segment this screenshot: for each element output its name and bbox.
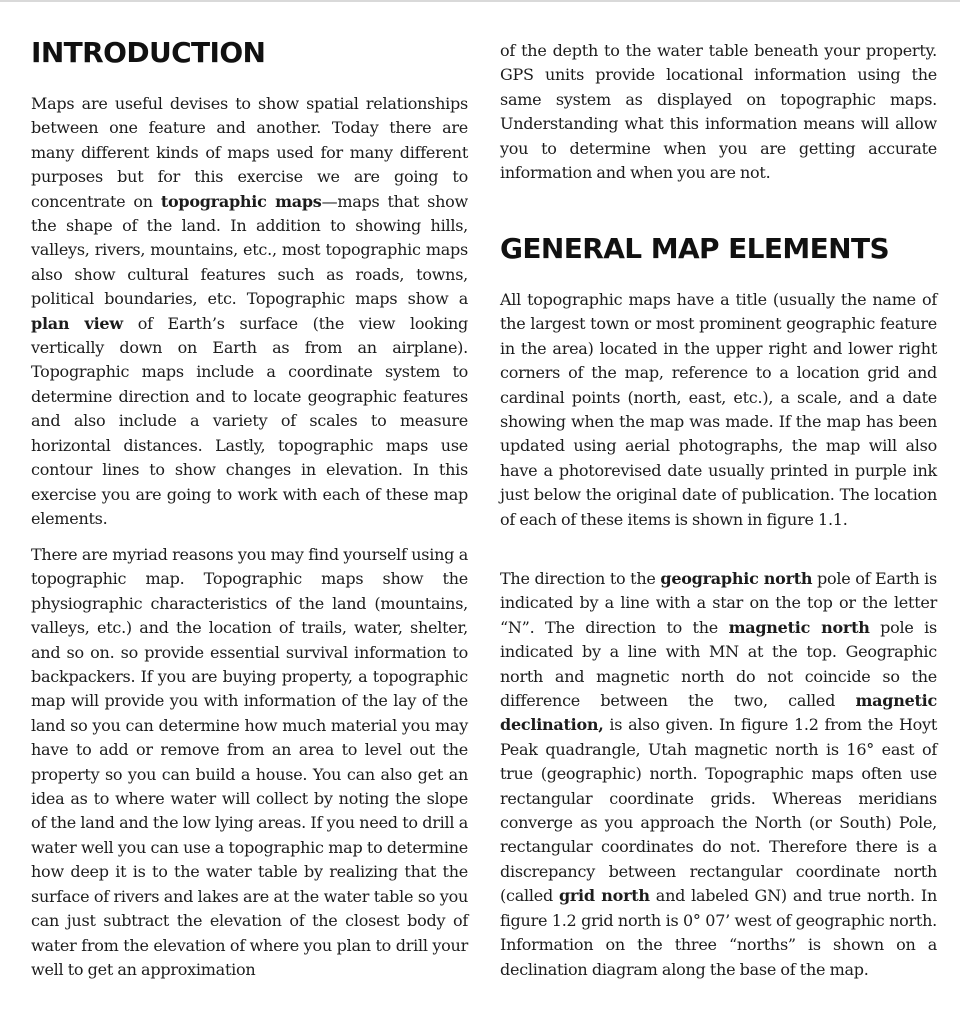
- text-span: of Earth’s surface (the view looking vertically down on Earth as from an airplane). Topographic maps include a coordinate system to determine direction and to locate geographic features and also include a variety of scales to measure horizontal distances. Lastly, topographic maps use contour lines to show changes in elevation. In this exercise you are going to work with each of these map elements.: [31, 313, 468, 528]
- introduction-heading: INTRODUCTION: [31, 36, 266, 69]
- bold-term-magnetic-declination: magnetic declination,: [500, 691, 937, 735]
- bold-term-topographic-maps: topographic maps: [160, 191, 322, 211]
- text-span: pole is indicated by a line with MN at the top. Geographic north and magnetic north do not coincide so the difference between the two, called: [500, 617, 937, 711]
- text-span: Maps are useful devises to show spatial relationships between one feature and another. Today there are many different kinds of maps used for many different purposes but for this exercise we are going to concentrate on: [31, 94, 468, 211]
- bold-term-plan-view: plan view: [31, 313, 123, 333]
- bold-term-grid-north: grid north: [558, 886, 650, 906]
- text-span: and labeled GN) and true north. In figure 1.2 grid north is 0° 07’ west of geographic north. Information on the three “norths” is shown on a declination diagram along the base of the map.: [500, 886, 938, 979]
- text-span: is also given. In figure 1.2 from the Hoyt Peak quadrangle, Utah magnetic north is 16° east of true (geographic) north. Topographic maps often use rectangular coordinate grids. Whereas meridians converge as you approach the North (or South) Pole, rectangular coordinates do not. Therefore there is a discrepancy between rectangular coordinate north (called: [500, 715, 937, 906]
- text-span: —maps that show the shape of the land. In addition to showing hills, valleys, rivers, mountains, etc., most topographic maps also show cultural features such as roads, towns, political boundaries, etc. Topographic maps show a: [31, 191, 469, 309]
- continued-paragraph: of the depth to the water table beneath your property. GPS units provide locational information using the same system as displayed on topographic maps. Understanding what this information means will allow you to determine when you are getting accurate information and when you are not.: [500, 41, 937, 183]
- general-map-elements-heading: GENERAL MAP ELEMENTS: [500, 232, 890, 265]
- bold-term-geographic-north: geographic north: [660, 569, 813, 588]
- introduction-paragraph-1: [31, 92, 468, 531]
- text-span: pole of Earth is indicated by a line with a star on the top or the letter “N”. The direction to the: [500, 569, 937, 637]
- general-paragraph-1: All topographic maps have a title (usually the name of the largest town or most prominent geographic feature in the area) located in the upper right and lower right corners of the map, reference to a location grid and cardinal points (north, east, etc.), a scale, and a date showing when the map was made. If the map has been updated using aerial photographs, the map will also have a photorevised date usually printed in purple ink just below the original date of publication. The location of each of these items is shown in figure 1.1.: [500, 290, 937, 529]
- bold-term-magnetic-north: magnetic north: [728, 617, 870, 637]
- introduction-paragraph-2: There are myriad reasons you may find yourself using a topographic map. Topographic maps show the physiographic characteristics of the land (mountains, valleys, etc.) and the location of trails, water, shelter, and so on. so provide essential survival information to backpackers. If you are buying property, a topographic map will provide you with information of the lay of the land so you can determine how much material you may have to add or remove from an area to level out the property so you can build a house. You can also get an idea as to where water will collect by noting the slope of the land and the low lying areas. If you need to drill a water well you can use a topographic map to determine how deep it is to the water table by realizing that the surface of rivers and lakes are at the water table so you can just subtract the elevation of the closest body of water from the elevation of where you plan to drill your well to get an approximation: [31, 545, 468, 979]
- general-paragraph-2: [500, 567, 937, 982]
- text-span: The direction to the: [500, 569, 661, 588]
